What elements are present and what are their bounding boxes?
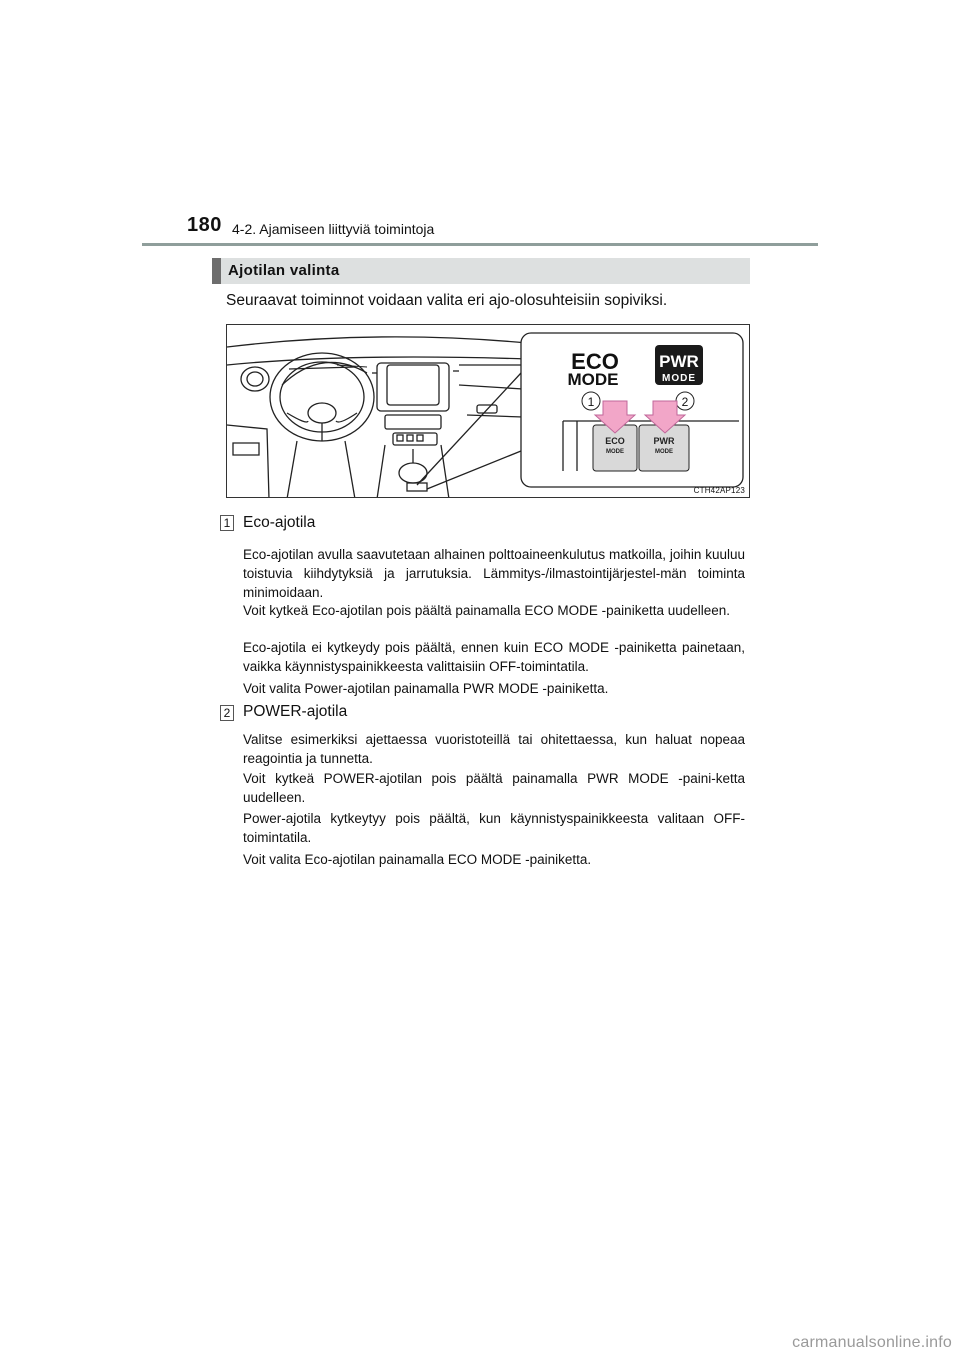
item-number-2: 2 <box>220 705 234 721</box>
power-paragraph-4: Voit valita Eco-ajotilan painamalla ECO MODE -painiketta. <box>243 852 592 867</box>
eco-logo-bottom: MODE <box>567 370 619 389</box>
item-number-1: 1 <box>220 515 234 531</box>
power-paragraph-2: Voit kytkeä POWER-ajotilan pois päältä painamalla PWR MODE -paini-ketta uudelleen. <box>243 771 745 805</box>
eco-button-bottom: MODE <box>606 449 624 455</box>
illustration-drawing <box>227 325 750 498</box>
eco-paragraph-3: Eco-ajotila ei kytkeydy pois päältä, ennen kuin ECO MODE -painiketta painetaan, vaikka käynnistyspainikkeesta valittaisiin OFF-toimintatila. <box>243 640 745 674</box>
pwr-button-bottom: MODE <box>655 449 673 455</box>
item-title-eco: Eco-ajotila <box>243 514 316 531</box>
eco-paragraph-1: Eco-ajotilan avulla saavutetaan alhainen polttoaineenkulutus matkoilla, joihin kuuluu toistuvia kiihdytyksiä ja jarrutuksia. Lämmitys-/ilmastointijärjestel-män toiminta minimoidaan. <box>243 547 745 600</box>
eco-logo-top: ECO <box>571 349 619 374</box>
item-title-power: POWER-ajotila <box>243 703 348 720</box>
power-paragraph-3: Power-ajotila kytkeytyy pois päältä, kun käynnistyspainikkeesta valitaan OFF-toimintatila. <box>243 811 745 845</box>
pwr-logo-bottom: MODE <box>662 373 696 384</box>
intro-text: Seuraavat toiminnot voidaan valita eri ajo-olosuhteisiin sopiviksi. <box>226 292 668 309</box>
pwr-logo-top: PWR <box>659 352 699 371</box>
section-heading <box>212 258 750 284</box>
chapter-title: 4-2. Ajamiseen liittyviä toimintoja <box>232 221 435 237</box>
eco-button-top: ECO <box>605 436 625 446</box>
callout-number-1: 1 <box>587 395 595 409</box>
callout-number-2: 2 <box>681 395 689 409</box>
illustration-code: CTH42AP123 <box>693 486 745 495</box>
eco-paragraph-4: Voit valita Power-ajotilan painamalla PWR MODE -painiketta. <box>243 681 609 696</box>
watermark: carmanualsonline.info <box>792 1334 952 1351</box>
section-heading-text: Ajotilan valinta <box>228 262 340 279</box>
dashboard-illustration <box>226 324 750 498</box>
pwr-button-top: PWR <box>653 436 675 446</box>
eco-paragraph-2: Voit kytkeä Eco-ajotilan pois päältä painamalla ECO MODE -painiketta uudelleen. <box>243 603 731 618</box>
power-paragraph-1: Valitse esimerkiksi ajettaessa vuoristoteillä tai ohitettaessa, kun haluat nopeaa reagointia ja tunnetta. <box>243 732 745 766</box>
header-rule <box>142 243 818 246</box>
page-number: 180 <box>187 214 222 236</box>
